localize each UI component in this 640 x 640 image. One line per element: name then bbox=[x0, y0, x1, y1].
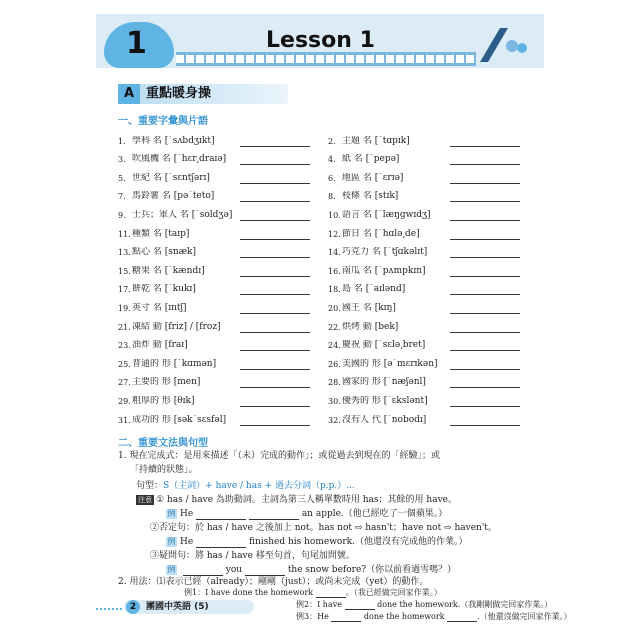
vocab-item bbox=[328, 210, 538, 221]
vocab-answer-blank[interactable] bbox=[450, 340, 520, 351]
roller-coaster-icon bbox=[478, 24, 528, 64]
answer-blank[interactable] bbox=[196, 538, 246, 548]
vocab-item bbox=[328, 136, 538, 147]
vocab-word: 成功的 形 [səkˋsɛsfəl] bbox=[132, 414, 227, 425]
lesson-number: 1 bbox=[126, 26, 147, 61]
vocab-answer-blank[interactable] bbox=[240, 229, 310, 240]
example-tag: 例 bbox=[167, 509, 176, 518]
vocab-number: 24. bbox=[328, 341, 341, 351]
vocab-number: 3. bbox=[118, 155, 126, 165]
example-1 bbox=[166, 508, 447, 520]
vocab-number: 5. bbox=[118, 173, 126, 183]
grammar-rule-1-cont: 「持續的狀態」。 bbox=[130, 465, 198, 475]
example-3-subject: you bbox=[225, 565, 243, 575]
example-6-tag: 例3： bbox=[296, 612, 318, 621]
answer-blank[interactable] bbox=[196, 510, 246, 520]
vocab-answer-blank[interactable] bbox=[240, 359, 310, 370]
vocab-word: 粗厚的 形 [θɪk] bbox=[132, 395, 195, 406]
example-1-subject: He bbox=[180, 509, 194, 519]
vocab-word: 馬鈴薯 名 [pəˋteto] bbox=[132, 191, 215, 202]
footer-dots bbox=[96, 608, 122, 610]
vocab-word: 美國的 形 [əˋmɛrɪkən] bbox=[342, 358, 438, 369]
vocab-answer-blank[interactable] bbox=[240, 415, 310, 426]
sentence-pattern bbox=[136, 480, 355, 492]
vocab-number: 30. bbox=[328, 396, 341, 406]
vocab-row bbox=[118, 314, 538, 333]
vocab-word: 慶祝 動 [ˋsɛlə͵bret] bbox=[342, 340, 426, 351]
grammar-rule-1: 1. 現在完成式：是用來描述「（未）完成的動作」；或從過去到現在的「經驗」；或 bbox=[118, 451, 440, 461]
answer-blank[interactable] bbox=[245, 566, 285, 576]
vocab-item bbox=[328, 377, 538, 388]
vocab-answer-blank[interactable] bbox=[450, 247, 520, 258]
note-2: ②否定句：於 has / have 之後加上 not。has not ⇨ hasn't；have not ⇨ haven't。 bbox=[150, 523, 497, 533]
usage-rule: 2. 用法：⑴表示已經（already）；剛剛（just）；或尚未完成（yet）的動作。 bbox=[118, 577, 429, 587]
vocab-row bbox=[118, 221, 538, 240]
vocab-number: 16. bbox=[328, 266, 341, 276]
vocab-number: 32. bbox=[328, 415, 341, 425]
vocab-answer-blank[interactable] bbox=[240, 173, 310, 184]
vocab-item bbox=[118, 191, 328, 202]
vocab-item bbox=[118, 154, 328, 165]
answer-blank[interactable] bbox=[316, 588, 346, 598]
vocab-answer-blank[interactable] bbox=[450, 154, 520, 165]
lesson-title: Lesson 1 bbox=[266, 28, 375, 53]
example-5-rest: done the homework.（我剛剛做完回家作業。） bbox=[377, 600, 553, 609]
vocab-number: 27. bbox=[118, 378, 131, 388]
vocab-item bbox=[328, 173, 538, 184]
vocab-item bbox=[118, 303, 328, 314]
vocab-word: 主要的 形 [men] bbox=[132, 377, 201, 388]
vocab-item bbox=[328, 229, 538, 240]
example-2 bbox=[166, 536, 467, 548]
vocab-item bbox=[118, 173, 328, 184]
vocab-number: 26. bbox=[328, 359, 341, 369]
vocab-word: 地區 名 [ˋɛrɪə] bbox=[342, 172, 404, 183]
vocab-answer-blank[interactable] bbox=[240, 322, 310, 333]
vocab-number: 9. bbox=[118, 210, 126, 220]
vocab-answer-blank[interactable] bbox=[240, 396, 310, 407]
vocab-item bbox=[118, 377, 328, 388]
vocab-number: 17. bbox=[118, 285, 131, 295]
vocab-number: 22. bbox=[328, 322, 341, 332]
vocab-item bbox=[118, 284, 328, 295]
vocab-word: 枝條 名 [stɪk] bbox=[342, 191, 399, 202]
vocab-row bbox=[118, 370, 538, 389]
vocab-number: 10. bbox=[328, 210, 341, 220]
answer-blank[interactable] bbox=[345, 600, 375, 610]
vocab-word: 凍結 動 [friz] / [froz] bbox=[132, 321, 221, 332]
vocab-number: 20. bbox=[328, 303, 341, 313]
example-3 bbox=[166, 564, 456, 576]
vocab-answer-blank[interactable] bbox=[450, 136, 520, 147]
vocab-row bbox=[118, 147, 538, 166]
vocab-item bbox=[328, 284, 538, 295]
vocab-row bbox=[118, 128, 538, 147]
vocab-number: 11. bbox=[118, 229, 131, 239]
example-1-rest: an apple.（他已經吃了一個蘋果。） bbox=[301, 509, 448, 519]
vocab-item bbox=[118, 340, 328, 351]
vocab-word: 南瓜 名 [ˋpʌmpkɪn] bbox=[342, 265, 426, 276]
vocab-number: 8. bbox=[328, 192, 336, 202]
vocab-word: 紙 名 [ˋpepə] bbox=[342, 154, 400, 165]
example-tag: 例 bbox=[167, 537, 176, 546]
example-5-tag: 例2： bbox=[296, 600, 318, 609]
vocab-word: 世紀 名 [ˋsɛntʃərɪ] bbox=[132, 172, 210, 183]
vocab-answer-blank[interactable] bbox=[450, 322, 520, 333]
vocab-list bbox=[118, 128, 538, 426]
vocab-number: 4. bbox=[328, 155, 336, 165]
vocab-item bbox=[328, 322, 538, 333]
vocab-answer-blank[interactable] bbox=[450, 191, 520, 202]
vocab-word: 烘烤 動 [bek] bbox=[342, 321, 399, 332]
example-5 bbox=[296, 600, 552, 610]
vocab-word: 點心 名 [snæk] bbox=[132, 247, 197, 258]
vocab-word: 優秀的 形 [ˋɛkslənt] bbox=[342, 395, 428, 406]
vocab-word: 國家的 形 [ˋnæʃənl] bbox=[342, 377, 426, 388]
section-a-letter: A bbox=[118, 84, 140, 104]
vocab-number: 14. bbox=[328, 248, 341, 258]
note-tag: 注意 bbox=[138, 496, 152, 504]
vocab-item bbox=[328, 154, 538, 165]
vocab-item bbox=[118, 396, 328, 407]
vocab-row bbox=[118, 202, 538, 221]
vocab-answer-blank[interactable] bbox=[240, 154, 310, 165]
vocab-answer-blank[interactable] bbox=[450, 284, 520, 295]
section-a-title: 重點暖身操 bbox=[146, 86, 212, 101]
pattern-label: 句型： bbox=[136, 481, 164, 491]
vocab-word: 主題 名 [ˋtɑpɪk] bbox=[342, 135, 410, 146]
example-6-subject: He bbox=[317, 612, 329, 621]
vocab-answer-blank[interactable] bbox=[240, 266, 310, 277]
vocab-item bbox=[328, 247, 538, 258]
vocab-item bbox=[118, 229, 328, 240]
vocab-number: 2. bbox=[328, 136, 336, 146]
vocab-item bbox=[328, 396, 538, 407]
vocab-word: 學科 名 [ˋsʌbdʒɪkt] bbox=[132, 135, 215, 146]
vocab-row bbox=[118, 407, 538, 426]
example-3-rest: the snow before?（你以前看過雪嗎？） bbox=[287, 565, 457, 575]
vocab-item bbox=[118, 359, 328, 370]
note-1-text: ① has / have 為助動詞。主詞為第三人稱單數時用 has；其餘的用 have。 bbox=[156, 495, 457, 505]
vocab-number: 12. bbox=[328, 229, 341, 239]
vocab-answer-blank[interactable] bbox=[240, 340, 310, 351]
vocab-row bbox=[118, 258, 538, 277]
vocab-answer-blank[interactable] bbox=[240, 303, 310, 314]
vocab-item bbox=[328, 191, 538, 202]
vocab-number: 19. bbox=[118, 303, 131, 313]
note-3: ③疑問句：將 has / have 移至句首，句尾加問號。 bbox=[150, 551, 355, 561]
example-5-subject: I have bbox=[317, 600, 342, 609]
example-4-text: I have done the homework bbox=[205, 588, 314, 597]
vocab-number: 29. bbox=[118, 396, 131, 406]
vocab-answer-blank[interactable] bbox=[240, 247, 310, 258]
vocab-word: 節日 名 [ˋhɑlə͵de] bbox=[342, 228, 420, 239]
vocab-word: 語言 名 [ˋlæŋgwɪdʒ] bbox=[342, 209, 431, 220]
example-4-translation: 。（我已經做完回家作業。） bbox=[345, 588, 442, 597]
answer-blank[interactable] bbox=[183, 566, 223, 576]
vocab-answer-blank[interactable] bbox=[240, 284, 310, 295]
example-6-translation: .（他還沒做完回家作業。） bbox=[477, 612, 572, 621]
example-2-subject: He bbox=[180, 537, 194, 547]
vocab-answer-blank[interactable] bbox=[450, 173, 520, 184]
example-4-tag: 例1： bbox=[184, 588, 206, 597]
vocab-word: 種類 名 [taɪp] bbox=[132, 228, 190, 239]
answer-blank[interactable] bbox=[249, 510, 299, 520]
vocab-row bbox=[118, 295, 538, 314]
answer-blank[interactable] bbox=[447, 612, 477, 622]
note-1 bbox=[136, 494, 457, 506]
grammar-subtitle: 二、重要文法與句型 bbox=[118, 438, 208, 449]
vocab-row bbox=[118, 388, 538, 407]
vocab-item bbox=[118, 322, 328, 333]
vocab-word: 士兵；軍人 名 [ˋsoldʒə] bbox=[132, 209, 233, 220]
vocab-number: 28. bbox=[328, 378, 341, 388]
vocab-word: 英寸 名 [ɪntʃ] bbox=[132, 302, 187, 313]
vocab-word: 國王 名 [kɪŋ] bbox=[342, 302, 396, 313]
vocab-item bbox=[118, 247, 328, 258]
vocab-number: 25. bbox=[118, 359, 131, 369]
vocab-number: 18. bbox=[328, 285, 341, 295]
vocab-answer-blank[interactable] bbox=[450, 210, 520, 221]
example-6 bbox=[296, 612, 572, 622]
vocab-answer-blank[interactable] bbox=[450, 415, 520, 426]
vocab-answer-blank[interactable] bbox=[450, 229, 520, 240]
vocab-subtitle: 一、重要字彙與片語 bbox=[118, 116, 208, 127]
header-track-decoration bbox=[176, 52, 476, 66]
vocab-number: 1. bbox=[118, 136, 126, 146]
vocab-answer-blank[interactable] bbox=[450, 396, 520, 407]
vocab-number: 23. bbox=[118, 341, 131, 351]
vocab-row bbox=[118, 240, 538, 259]
vocab-answer-blank[interactable] bbox=[240, 210, 310, 221]
vocab-word: 糖果 名 [ˋkændɪ] bbox=[132, 265, 205, 276]
vocab-word: 餅乾 名 [ˋkukɪ] bbox=[132, 284, 196, 295]
vocab-answer-blank[interactable] bbox=[450, 303, 520, 314]
vocab-row bbox=[118, 277, 538, 296]
vocab-answer-blank[interactable] bbox=[450, 377, 520, 388]
example-2-rest: finished his homework.（他還沒有完成他的作業。） bbox=[248, 537, 468, 547]
vocab-word: 島 名 [ˋaɪlənd] bbox=[342, 284, 406, 295]
example-4 bbox=[184, 588, 442, 598]
example-tag: 例 bbox=[167, 565, 176, 574]
vocab-word: 巧克力 名 [ˋtʃɑkəlɪt] bbox=[342, 247, 428, 258]
vocab-number: 21. bbox=[118, 322, 131, 332]
workbook-page bbox=[96, 14, 572, 626]
vocab-number: 6. bbox=[328, 173, 336, 183]
vocab-item bbox=[118, 415, 328, 426]
example-6-rest: done the homework bbox=[363, 612, 445, 621]
vocab-item bbox=[328, 303, 538, 314]
vocab-item bbox=[118, 136, 328, 147]
vocab-number: 7. bbox=[118, 192, 126, 202]
book-title: 團國中英語 (5) bbox=[146, 602, 209, 612]
vocab-row bbox=[118, 351, 538, 370]
vocab-item bbox=[328, 340, 538, 351]
vocab-item bbox=[118, 266, 328, 277]
vocab-word: 普通的 形 [ˋkɑmən] bbox=[132, 358, 217, 369]
vocab-item bbox=[328, 359, 538, 370]
vocab-answer-blank[interactable] bbox=[240, 136, 310, 147]
vocab-word: 油炸 動 [fraɪ] bbox=[132, 340, 188, 351]
vocab-answer-blank[interactable] bbox=[450, 266, 520, 277]
pattern-formula: S（主詞）+ have / has + 過去分詞（p.p.）... bbox=[163, 481, 355, 491]
vocab-answer-blank[interactable] bbox=[240, 191, 310, 202]
vocab-row bbox=[118, 184, 538, 203]
answer-blank[interactable] bbox=[331, 612, 361, 622]
vocab-item bbox=[328, 415, 538, 426]
vocab-row bbox=[118, 333, 538, 352]
vocab-answer-blank[interactable] bbox=[240, 377, 310, 388]
vocab-item bbox=[328, 266, 538, 277]
vocab-item bbox=[118, 210, 328, 221]
vocab-number: 15. bbox=[118, 266, 131, 276]
vocab-number: 13. bbox=[118, 248, 131, 258]
vocab-word: 吹風機 名 [ˋhɛr͵draɪə] bbox=[132, 154, 227, 165]
vocab-answer-blank[interactable] bbox=[450, 359, 520, 370]
page-number: 2 bbox=[126, 600, 140, 614]
vocab-word: 沒有人 代 [ˋnobodɪ] bbox=[342, 414, 427, 425]
vocab-row bbox=[118, 165, 538, 184]
vocab-number: 31. bbox=[118, 415, 131, 425]
